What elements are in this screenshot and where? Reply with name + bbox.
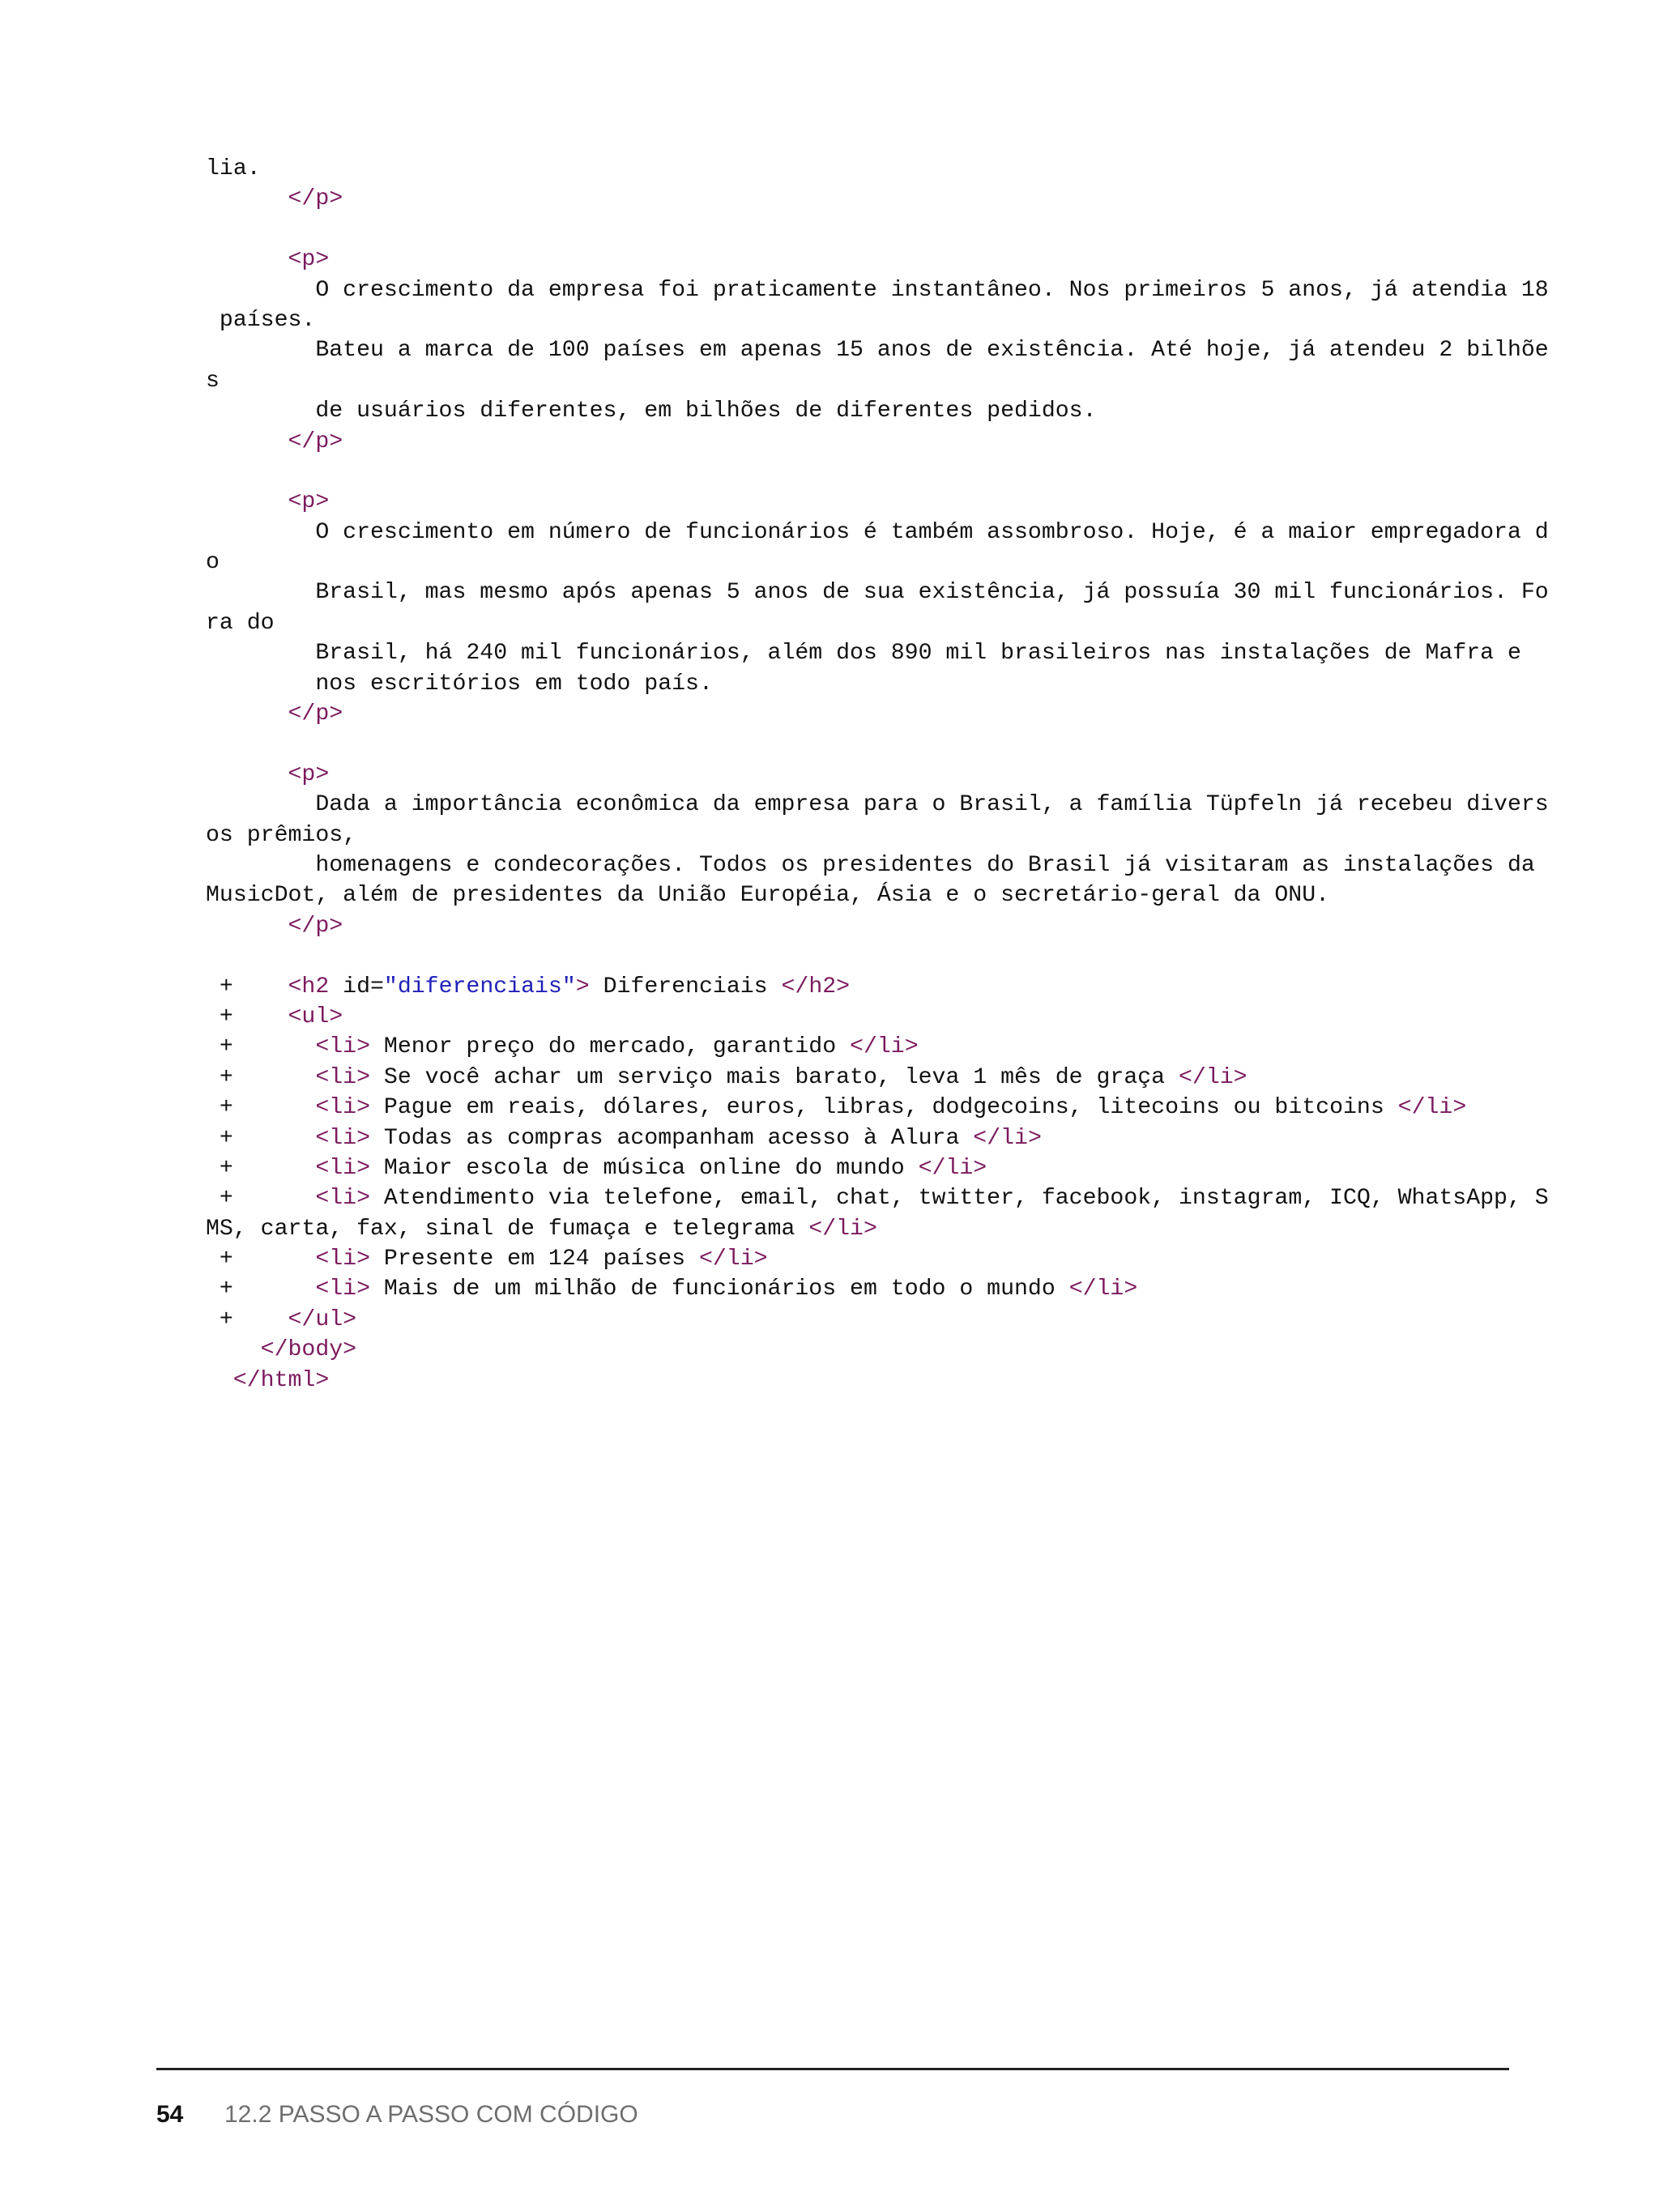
code-line <box>206 669 1518 699</box>
code-token-text: + <box>206 1306 288 1332</box>
code-token-text: o <box>206 550 220 576</box>
code-line <box>206 578 1549 607</box>
code-token-text: lia. <box>206 156 261 181</box>
page-number: 54 <box>156 2101 184 2128</box>
code-line <box>206 275 1549 305</box>
code-token-text <box>206 914 288 939</box>
code-line <box>206 1366 1518 1396</box>
code-token-text: Diferenciais <box>589 974 782 999</box>
code-token-tag: </body> <box>260 1337 357 1363</box>
code-token-text: Brasil, há 240 mil funcionários, além dos 890 mil brasileiros nas instalações de Mafra e <box>206 641 1521 667</box>
code-line <box>206 335 1549 365</box>
code-token-tag: <p> <box>288 247 330 273</box>
code-line <box>206 1032 1518 1062</box>
code-token-text: s <box>206 368 220 394</box>
code-token-text: ra do <box>206 610 275 636</box>
code-token-tag: </li> <box>918 1155 987 1181</box>
code-token-tag: </p> <box>288 701 343 727</box>
code-token-text: Brasil, mas mesmo após apenas 5 anos de sua existência, já possuía 30 mil funcionários. Fo <box>206 580 1549 606</box>
code-token-tag: </h2> <box>781 974 851 999</box>
code-token-tag: <p> <box>288 489 330 515</box>
code-line <box>206 1063 1518 1093</box>
code-token-text: Bateu a marca de 100 países em apenas 15 anos de existência. Até hoje, já atendeu 2 bilhõe <box>206 338 1549 364</box>
code-token-text: de usuários diferentes, em bilhões de diferentes pedidos. <box>206 399 1097 424</box>
code-token-tag: </p> <box>288 913 343 939</box>
code-token-text: países. <box>206 307 316 333</box>
code-token-text: Maior escola de música online do mundo <box>370 1155 919 1181</box>
code-token-text: os prêmios, <box>206 822 357 848</box>
page-footer <box>156 2100 638 2129</box>
code-token-text: + <box>206 1186 316 1212</box>
code-token-text: + <box>206 1064 316 1090</box>
code-token-text: Menor preço do mercado, garantido <box>370 1034 851 1060</box>
code-token-text: MS, carta, fax, sinal de fumaça e telegrama <box>206 1216 809 1242</box>
code-line <box>206 154 1518 184</box>
code-line <box>206 941 1518 971</box>
code-line <box>206 366 1518 396</box>
code-token-text: Mais de um milhão de funcionários em todo o mundo <box>370 1276 1069 1302</box>
code-token-text: id= <box>343 974 384 999</box>
code-line <box>206 1244 1518 1274</box>
code-token-text: + <box>206 1034 316 1060</box>
code-line <box>206 790 1549 820</box>
code-token-text <box>206 186 288 211</box>
code-token-text: Dada a importância econômica da empresa para o Brasil, a família Tüpfeln já recebeu divers <box>206 792 1549 818</box>
code-token-tag: <li> <box>315 1247 370 1272</box>
code-token-text: nos escritórios em todo país. <box>206 671 713 697</box>
code-token-tag: </li> <box>1068 1276 1138 1302</box>
code-token-text: Pague em reais, dólares, euros, libras, dodgecoins, litecoins ou bitcoins <box>370 1095 1398 1121</box>
code-token-text <box>206 1368 233 1393</box>
code-token-tag: <p> <box>288 761 330 787</box>
code-token-text: + <box>206 974 288 999</box>
code-token-tag: </p> <box>288 186 343 212</box>
code-token-text: O crescimento da empresa foi praticamente instantâneo. Nos primeiros 5 anos, já atendia 18 <box>206 277 1549 303</box>
code-line <box>206 608 1518 638</box>
code-token-text <box>206 247 288 272</box>
code-line <box>206 972 1518 1002</box>
code-listing <box>206 154 1549 1396</box>
code-line <box>206 820 1518 850</box>
code-line <box>206 850 1535 880</box>
code-token-text: MusicDot, além de presidentes da União Européia, Ásia e o secretário-geral da ONU. <box>206 883 1330 909</box>
code-token-tag: <h2 <box>288 974 343 999</box>
code-token-tag: <li> <box>315 1125 370 1151</box>
code-token-text: + <box>206 1276 316 1302</box>
code-token-tag: <li> <box>315 1155 370 1181</box>
code-token-text <box>206 489 288 514</box>
code-token-tag: > <box>575 974 590 999</box>
code-token-tag: </p> <box>288 428 343 454</box>
code-token-text: Presente em 124 países <box>370 1247 699 1272</box>
code-line <box>206 729 1518 759</box>
code-token-text <box>206 701 288 727</box>
code-line <box>206 1002 1518 1032</box>
code-token-tag: </li> <box>850 1034 919 1060</box>
code-token-tag: </li> <box>698 1247 768 1272</box>
code-token-text: + <box>206 1125 316 1151</box>
code-line <box>206 184 1518 214</box>
code-token-tag: </li> <box>973 1125 1042 1151</box>
code-line <box>206 1093 1518 1123</box>
code-line <box>206 427 1518 457</box>
code-token-tag: </li> <box>808 1216 877 1242</box>
code-token-text: Atendimento via telefone, email, chat, twitter, facebook, instagram, ICQ, WhatsApp, S <box>370 1186 1549 1212</box>
code-line <box>206 760 1518 790</box>
code-line <box>206 215 1518 245</box>
code-line <box>206 1183 1549 1213</box>
code-line <box>206 1123 1518 1153</box>
code-line <box>206 1305 1518 1335</box>
code-line <box>206 1214 1518 1244</box>
code-token-attr-value: "diferenciais" <box>383 974 576 999</box>
code-token-text: O crescimento em número de funcionários é também assombroso. Hoje, é a maior empregadora d <box>206 519 1549 545</box>
code-token-text: + <box>206 1155 316 1181</box>
code-line <box>206 880 1518 910</box>
code-line <box>206 1274 1518 1304</box>
code-line <box>206 457 1518 487</box>
code-line <box>206 487 1518 517</box>
code-line <box>206 1335 1518 1365</box>
code-token-tag: </li> <box>1179 1064 1247 1090</box>
code-token-tag: </li> <box>1397 1095 1467 1121</box>
code-token-tag: <li> <box>315 1064 370 1090</box>
code-line <box>206 911 1518 941</box>
code-token-text <box>206 429 288 454</box>
code-token-text: + <box>206 1004 288 1029</box>
code-token-tag: <li> <box>315 1095 370 1121</box>
code-token-text: + <box>206 1095 316 1121</box>
code-token-text: Todas as compras acompanham acesso à Alura <box>370 1125 974 1151</box>
code-line <box>206 518 1549 548</box>
code-token-text: + <box>206 1247 316 1272</box>
code-token-tag: </ul> <box>288 1306 357 1332</box>
code-line <box>206 699 1518 729</box>
code-line <box>206 396 1518 426</box>
code-line <box>206 1153 1518 1183</box>
code-line <box>206 638 1521 668</box>
footer-divider <box>156 2068 1509 2070</box>
code-token-text: homenagens e condecorações. Todos os presidentes do Brasil já visitaram as instalações da <box>206 852 1535 878</box>
code-token-text: Se você achar um serviço mais barato, leva 1 mês de graça <box>370 1064 1179 1090</box>
section-title: 12.2 PASSO A PASSO COM CÓDIGO <box>224 2101 638 2128</box>
code-line <box>206 548 1518 578</box>
code-line <box>206 245 1518 275</box>
code-token-text <box>206 762 288 787</box>
code-token-tag: <li> <box>315 1276 370 1302</box>
code-token-tag: <ul> <box>288 1004 343 1029</box>
code-token-tag: <li> <box>315 1034 370 1060</box>
code-token-tag: </html> <box>232 1367 330 1393</box>
code-line <box>206 305 1518 335</box>
code-token-tag: <li> <box>315 1186 370 1212</box>
code-token-text <box>206 1337 261 1362</box>
